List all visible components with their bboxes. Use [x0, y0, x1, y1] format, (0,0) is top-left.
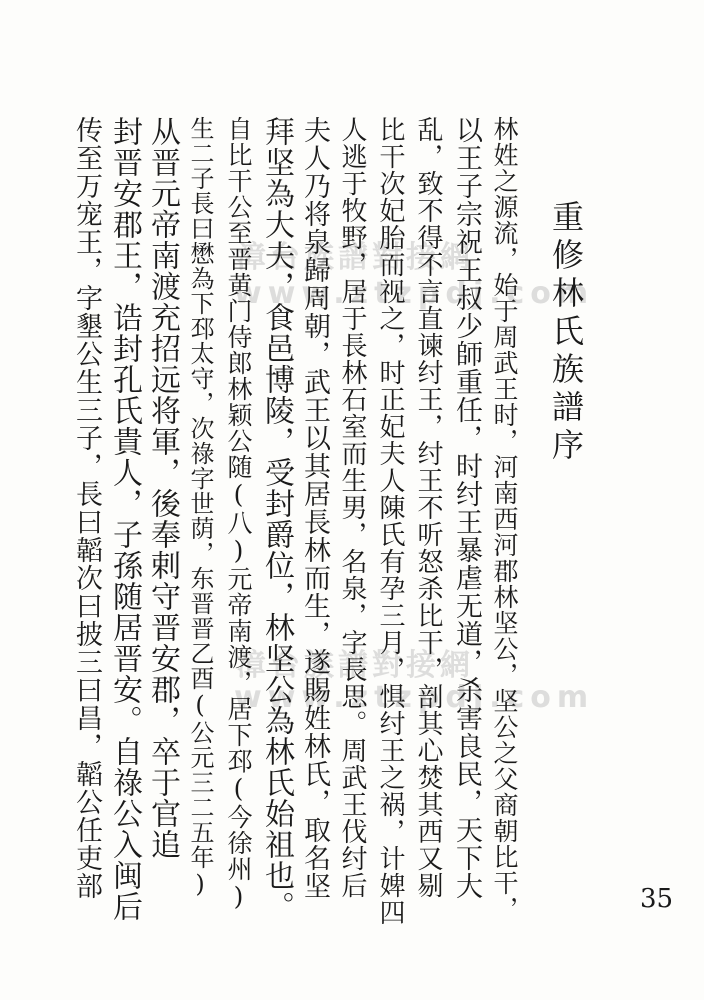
text-column: 林姓之源流，始于周武王时，河南西河郡林坚公，坚公之父商朝比干， — [490, 116, 519, 922]
text-column: 从晋元帝南渡充招远将軍，後奉剌守晋安郡，卒于官追 — [145, 116, 180, 860]
text-column: 自比干公至晋黄门侍郎林颖公随(八)元帝南渡，居下邳(今徐州) — [224, 116, 253, 912]
text-column: 拜坚為大夫，食邑博陵，受封爵位，林坚公為林氏始祖也。 — [259, 116, 294, 922]
text-column: 夫人乃将泉歸周朝，武王以其居長林而生，遂賜姓林氏，取名坚 — [299, 116, 330, 900]
text-column: 生二子長曰懋為下邳太守，次祿字世荫，东晋晋乙酉(公元三二五年) — [186, 116, 214, 899]
text-column: 乱，致不得不言直谏纣王，纣王不听怒杀比干，剖其心焚其西又剔 — [413, 116, 443, 899]
watermark-url: www.ztzpdj.com — [234, 680, 595, 715]
text-column: 以王子宗祝王叔少師重任，时纣王暴虐无道，杀害良民，天下大 — [451, 116, 482, 900]
watermark-text: 漳台族譜對接網 — [236, 648, 474, 683]
document-title: 重修林氏族譜序 — [547, 200, 585, 466]
watermark-text: 漳台族譜對接網 — [236, 240, 474, 275]
text-column: 比干次妃胎而视之，时正妃夫人陳氏有孕三月，惧纣王之祸，计婢四 — [375, 116, 405, 926]
text-column: 封晋安郡王，诰封孔氏貴人，子孫随居晋安。自祿公入闽后 — [107, 116, 142, 922]
watermark-url: www.ztzpdj.com — [234, 276, 595, 311]
page-number: 35 — [640, 884, 674, 914]
text-column: 人逃于牧野，居于長林石室而生男，名泉，字長思。周武王伐纣后 — [337, 116, 367, 899]
text-column: 传至万宠王，字墾公生三子，長曰韜次曰披三曰昌，韜公任吏部 — [71, 116, 102, 900]
